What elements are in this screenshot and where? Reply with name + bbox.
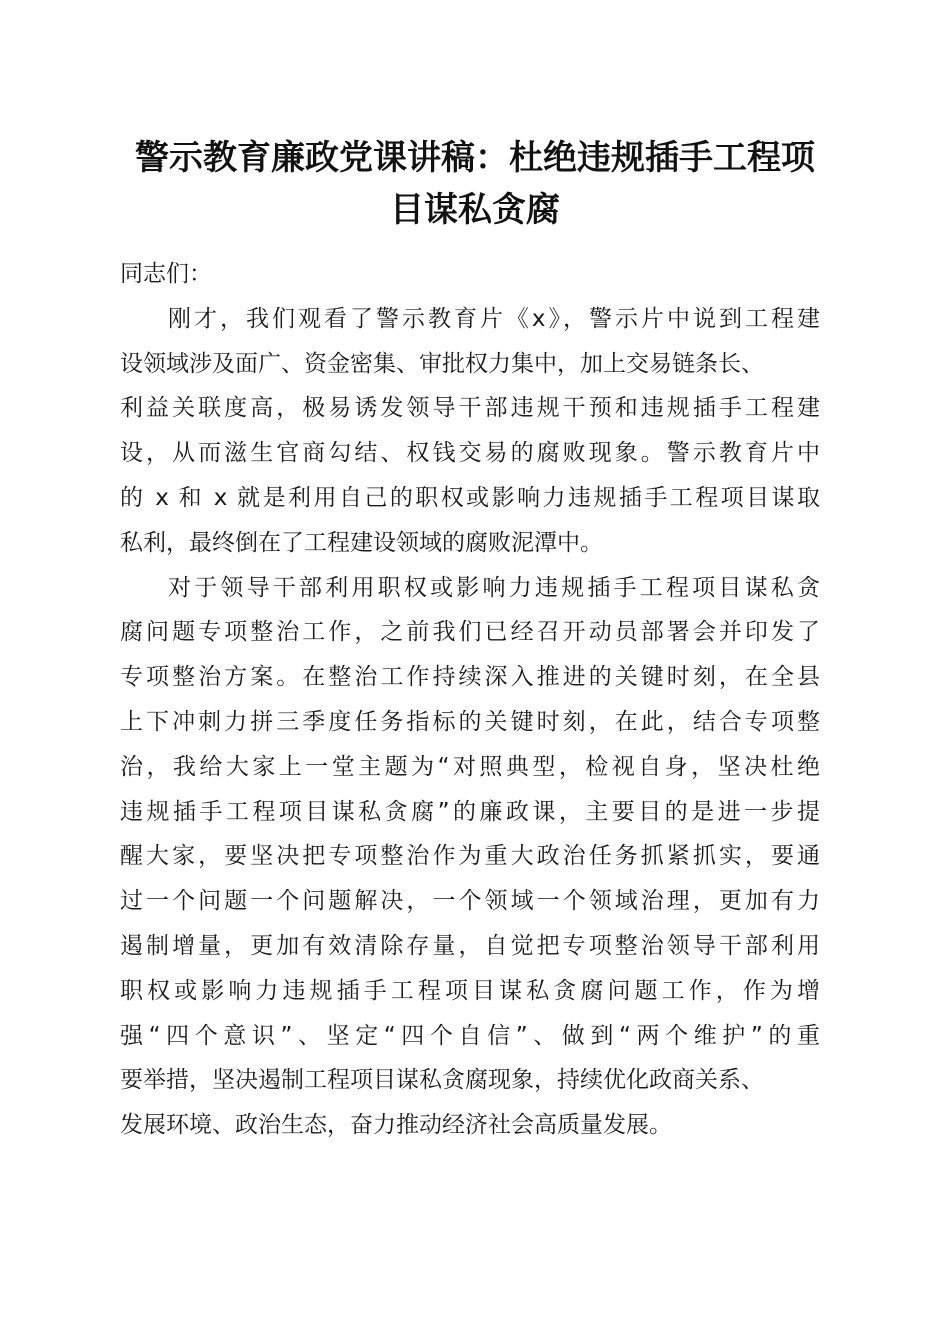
title-line-1: 警示教育廉政党课讲稿：杜绝违规插手工程项 (135, 138, 815, 178)
paragraph-line: 的 x 和 x 就是利用自己的职权或影响力违规插手工程项目谋取 (120, 484, 820, 511)
paragraph-line: 腐问题专项整治工作，之前我们已经召开动员部署会并印发了 (120, 619, 820, 646)
paragraph-line: 设领域涉及面广、资金密集、审批权力集中，加上交易链条长、 (120, 350, 764, 377)
salutation: 同志们： (120, 261, 212, 287)
paragraph-line: 发展环境、政治生态，奋力推动经济社会高质量发展。 (120, 1112, 672, 1139)
paragraph-line: 专项整治方案。在整治工作持续深入推进的关键时刻，在全县 (120, 664, 820, 691)
paragraph-line: 刚才，我们观看了警示教育片《x》，警示片中说到工程建 (168, 305, 820, 332)
document-body (120, 252, 840, 1148)
paragraph-line: 利益关联度高，极易诱发领导干部违规干预和违规插手工程建 (120, 395, 820, 422)
document-title (80, 132, 870, 236)
paragraph-line: 强“四个意识”、坚定“四个自信”、做到“两个维护”的重 (120, 1022, 820, 1049)
paragraph-line: 治，我给大家上一堂主题为“对照典型，检视自身，坚决杜绝 (120, 753, 820, 780)
paragraph-line: 上下冲刺力拼三季度任务指标的关键时刻，在此，结合专项整 (120, 708, 820, 735)
paragraph-line: 遏制增量，更加有效清除存量，自觉把专项整治领导干部利用 (120, 932, 820, 959)
paragraph-line: 要举措，坚决遏制工程项目谋私贪腐现象，持续优化政商关系、 (120, 1067, 764, 1094)
paragraph-line: 私利，最终倒在了工程建设领域的腐败泥潭中。 (120, 529, 603, 556)
paragraph-1 (120, 297, 840, 566)
paragraph-2 (120, 566, 840, 1148)
paragraph-line: 设，从而滋生官商勾结、权钱交易的腐败现象。警示教育片中 (120, 440, 820, 467)
paragraph-line: 违规插手工程项目谋私贪腐”的廉政课，主要目的是进一步提 (120, 798, 820, 825)
paragraph-line: 职权或影响力违规插手工程项目谋私贪腐问题工作，作为增 (120, 977, 820, 1004)
title-line-2: 目谋私贪腐 (390, 190, 560, 230)
paragraph-line: 过一个问题一个问题解决，一个领域一个领域治理，更加有力 (120, 888, 820, 915)
paragraph-line: 对于领导干部利用职权或影响力违规插手工程项目谋私贪 (168, 574, 820, 601)
paragraph-line: 醒大家，要坚决把专项整治作为重大政治任务抓紧抓实，要通 (120, 843, 820, 870)
